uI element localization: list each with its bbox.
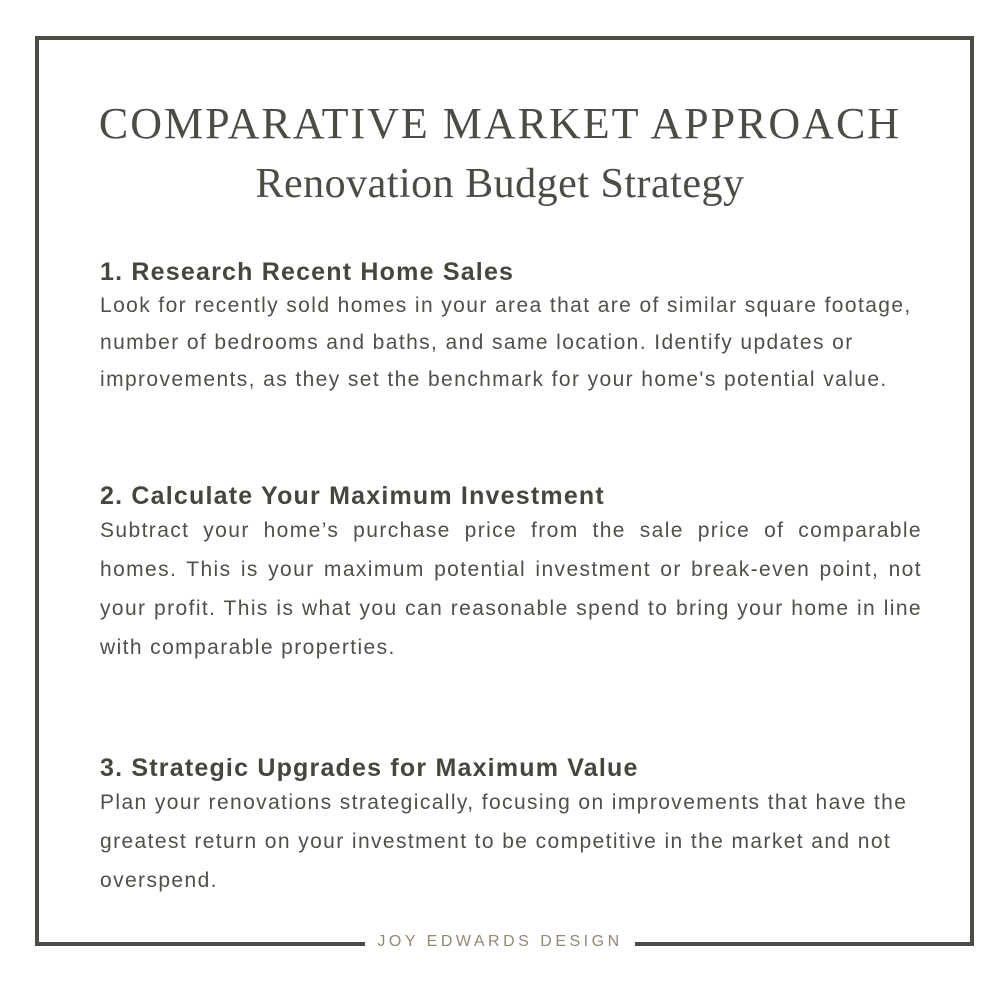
section-heading: 1. Research Recent Home Sales	[100, 258, 515, 286]
section-heading: 2. Calculate Your Maximum Investment	[100, 482, 605, 510]
section-body: Plan your renovations strategically, focusing on improvements that have the greatest return on your investment to be competitive in the market and not overspend.	[100, 791, 908, 892]
section-body: Subtract your home’s purchase price from the sale price of comparable homes. This is your maximum potential investment or break-even point, not your profit. This is what you can reasonable spend to bring your home in line with comparable properties.	[100, 519, 922, 659]
page-title: COMPARATIVE MARKET APPROACH	[98, 99, 902, 148]
page-subtitle: Renovation Budget Strategy	[255, 161, 745, 207]
section-strategic-upgrades	[100, 753, 922, 900]
section-body: Look for recently sold homes in your area that are of similar square footage, number of bedrooms and baths, and same location. Identify updates or improvements, as they set the benchmark for your home's potential value.	[100, 294, 912, 391]
section-research-sales	[100, 257, 922, 398]
footer	[0, 930, 1000, 954]
title-block	[40, 98, 960, 212]
brand-name: JOY EDWARDS DESIGN	[365, 930, 634, 954]
section-maximum-investment	[100, 481, 922, 667]
section-heading: 3. Strategic Upgrades for Maximum Value	[100, 754, 639, 782]
